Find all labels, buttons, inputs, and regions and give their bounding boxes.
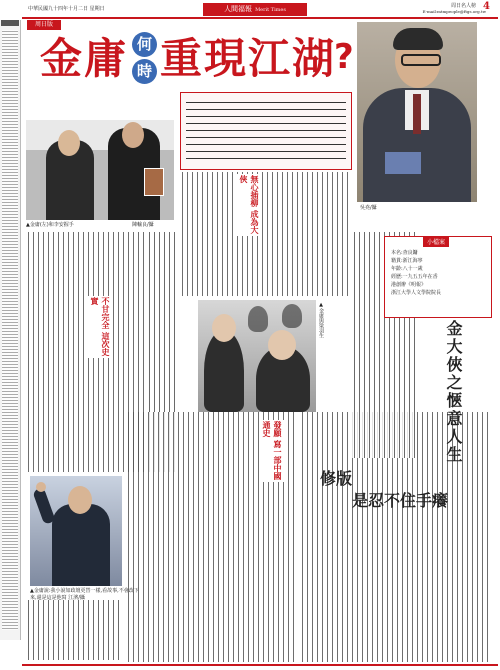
top-rule bbox=[22, 17, 498, 19]
page-number: 4 bbox=[483, 1, 490, 12]
photo-audience bbox=[198, 300, 316, 412]
suit bbox=[52, 504, 110, 586]
intro-box bbox=[180, 92, 352, 170]
section-label: 周日版 bbox=[27, 20, 61, 30]
headline-char: 現 bbox=[204, 34, 247, 83]
subhead: 無心插柳 成為大俠 bbox=[237, 174, 261, 236]
profile-line: 港創辦《明報》 bbox=[391, 282, 427, 288]
photo-portrait bbox=[357, 22, 477, 202]
hair bbox=[393, 28, 443, 50]
masthead bbox=[203, 3, 307, 16]
masthead-english: Merit Times bbox=[255, 7, 286, 13]
profile-lines bbox=[391, 249, 485, 297]
article-column bbox=[180, 172, 352, 296]
article-column bbox=[26, 600, 122, 660]
sidebar-headline: 金大俠之愜意人生 bbox=[444, 320, 463, 464]
photo1-caption: ▲金庸(左)和李安握手 bbox=[26, 222, 74, 228]
profile-line: 年齡:八十一歲 bbox=[391, 266, 423, 272]
intro-text bbox=[186, 99, 346, 163]
bottom-headline bbox=[320, 468, 450, 512]
adjacent-page-header bbox=[1, 20, 19, 26]
photo4-caption bbox=[30, 588, 140, 602]
photo4-caption-text: ▲金庸說:我小說如政壇更替一樣,看故事,不會改下來,還是這是他寫 bbox=[30, 588, 139, 601]
book-prop bbox=[144, 168, 164, 196]
headline-circle-char: 何 bbox=[132, 32, 157, 57]
person-figure bbox=[282, 304, 302, 328]
headline-char: 重 bbox=[160, 34, 203, 83]
headline-char: 江 bbox=[248, 34, 291, 83]
headline-circle-char: 時 bbox=[132, 59, 157, 84]
person-face bbox=[212, 314, 236, 342]
photo1-credit: 陳輸良/攝 bbox=[132, 222, 154, 228]
adjacent-page-text bbox=[2, 30, 18, 630]
page-section-title: 周日名人榜 bbox=[450, 3, 476, 9]
raised-arm bbox=[32, 487, 56, 525]
person-face bbox=[122, 122, 144, 148]
tie bbox=[413, 94, 421, 134]
photo-handshake bbox=[26, 120, 174, 220]
profile-line: 浙江大學人文學院院長 bbox=[391, 290, 442, 296]
bottom-rule bbox=[22, 664, 498, 666]
profile-line: 經歷:一九五五年在香 bbox=[391, 274, 438, 280]
subhead: 發願 寫一部中國通史 bbox=[260, 420, 284, 482]
masthead-title: 人間福報 bbox=[224, 5, 253, 13]
profile-box bbox=[384, 236, 492, 318]
headline-char: ? bbox=[334, 37, 354, 77]
headline-char: 金 bbox=[40, 34, 83, 83]
person-face bbox=[58, 130, 80, 156]
person-face bbox=[68, 486, 92, 514]
bottom-headline-line2: 是忍不住手癢 bbox=[352, 491, 449, 510]
photo2-credit: 吳堯/攝 bbox=[360, 205, 377, 211]
photo4-credit: 江濱/攝 bbox=[68, 595, 85, 601]
glasses bbox=[401, 54, 441, 66]
profile-line: 籍貫:浙江海寧 bbox=[391, 258, 423, 264]
headline-char: 湖 bbox=[292, 34, 335, 83]
profile-line: 本名:查良鏞 bbox=[391, 250, 418, 256]
photo3-caption: ▲金庸與梁羽生 bbox=[318, 302, 324, 338]
person-figure bbox=[204, 330, 244, 412]
photo-waving bbox=[30, 476, 122, 586]
bottom-headline-line1: 修版 bbox=[320, 469, 353, 488]
book-prop bbox=[385, 152, 421, 174]
subhead: 不甘完全 這次史實 bbox=[88, 296, 112, 358]
main-headline bbox=[36, 28, 356, 92]
person-face bbox=[268, 330, 296, 360]
issue-date: 中華民國九十四年十月二日 星期日 bbox=[28, 6, 105, 12]
hand bbox=[36, 482, 46, 492]
profile-title: 小檔案 bbox=[423, 236, 449, 247]
person-figure bbox=[248, 306, 268, 332]
email-address: E-mail:mtmpeople@ftgs.org.tw bbox=[422, 9, 486, 14]
headline-char: 庸 bbox=[84, 34, 127, 83]
